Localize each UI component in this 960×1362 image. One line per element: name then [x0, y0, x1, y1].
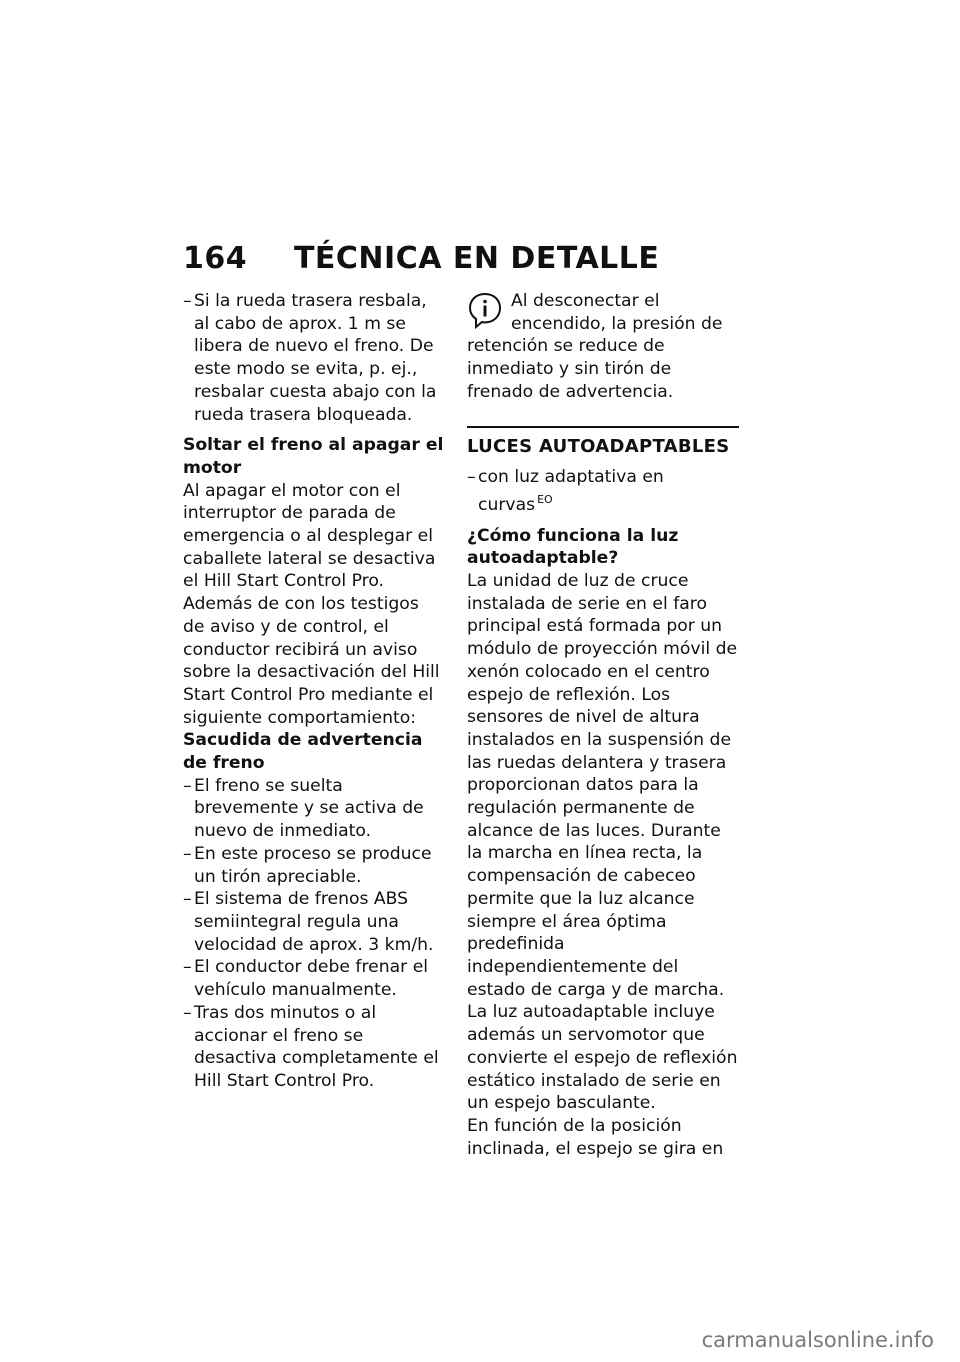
option-marker: EO [537, 492, 553, 506]
heading-warning-jolt: Sacudida de advertencia de freno [183, 730, 423, 774]
list-item: – Si la rueda trasera resbala, al cabo de aprox. 1 m se libera de nuevo el freno. De este modo se evita, p. ej., resbalar cuesta abajo con la rueda trasera bloqueada. [183, 291, 437, 425]
list-item: – El conductor debe frenar el vehículo manualmente. [183, 957, 429, 1001]
right-column [467, 290, 739, 1160]
paragraph: Además de con los testigos de aviso y de control, el conductor recibirá un aviso sobre la desactivación del Hill Start Control Pro mediante el siguiente comportamiento: [183, 594, 440, 728]
option-list [467, 466, 739, 516]
paragraph: Al apagar el motor con el interruptor de parada de emergencia o al desplegar el caballete lateral se desactiva el Hill Start Control Pro. [183, 480, 436, 592]
page-header [183, 241, 659, 276]
heading-how-it-works: ¿Cómo funciona la luz autoadaptable? [467, 525, 679, 569]
list-item: – Tras dos minutos o al accionar el freno se desactiva completamente el Hill Start Control Pro. [183, 1002, 439, 1091]
behavior-list [183, 775, 445, 1093]
heading-release-brake: Soltar el freno al apagar el motor [183, 435, 444, 478]
watermark: carmanualsonline.info [701, 1328, 934, 1352]
paragraph: En función de la posición inclinada, el espejo se gira en [467, 1115, 724, 1159]
page-title: TÉCNICA EN DETALLE [293, 241, 660, 276]
section-title: LUCES AUTOADAPTABLES [467, 435, 730, 457]
page-number: 164 [183, 241, 248, 276]
list-item: – El sistema de frenos ABS semiintegral regula una velocidad de aprox. 3 km/h. [183, 889, 434, 955]
section-divider [467, 426, 739, 428]
list-item: – En este proceso se produce un tirón apreciable. [183, 843, 432, 887]
list-item: – con luz adaptativa en curvas $^{EO}$ [467, 467, 664, 515]
intro-list [183, 290, 445, 426]
info-note [467, 290, 739, 404]
paragraph: La luz autoadaptable incluye además un servomotor que convierte el espejo de reflexión estático instalado de serie en un espejo basculante. [467, 1002, 738, 1114]
list-item: – El freno se suelta brevemente y se activa de nuevo de inmediato. [183, 775, 424, 842]
left-column [183, 290, 445, 1093]
info-icon [467, 292, 503, 332]
paragraph: La unidad de luz de cruce instalada de serie en el faro principal está formada por un módulo de proyección móvil de xenón colocado en el centro espejo de reflexión. Los sensores de nivel de altura instalados en la suspensión de las ruedas delantera y trasera proporcionan datos para la regulación permanente de alcance de las luces. Durante la marcha en línea recta, la compensación de cabeceo permite que la luz alcance siempre el área óptima predefinida independientemente del estado de carga y de marcha. [467, 571, 738, 1000]
info-text: Al desconectar el encendido, la presión de retención se reduce de inmediato y sin tirón de frenado de advertencia. [467, 291, 723, 402]
